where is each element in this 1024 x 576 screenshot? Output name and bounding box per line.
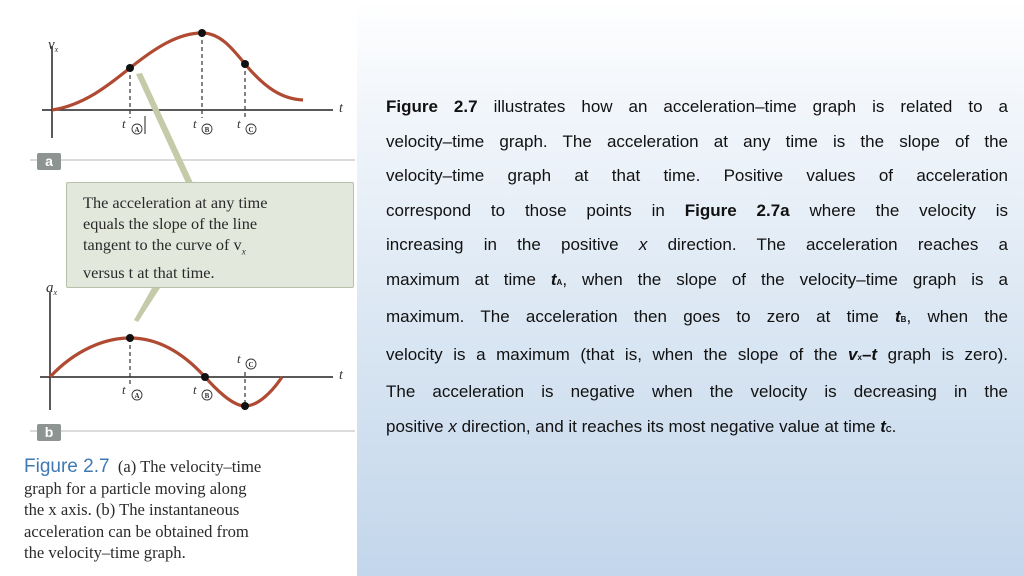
acceleration-time-graph	[40, 280, 344, 410]
panel-badge-b: b	[37, 424, 61, 441]
velocity-time-graph	[42, 29, 344, 138]
callout-line-2: equals the slope of the line	[83, 214, 258, 233]
velocity-point-c	[241, 60, 249, 68]
callout-line-3: tangent to the curve of $v_x$	[83, 235, 246, 257]
graph-b-tick-label-b: t	[193, 382, 197, 397]
graph-b-marker-a: A	[134, 392, 140, 400]
graph-a-tick-label-a: t	[122, 116, 126, 131]
velocity-curve	[52, 33, 303, 110]
figure-caption	[24, 456, 354, 564]
graph-a-marker-a: A	[134, 126, 140, 134]
graph-b-tick-label-a: t	[122, 382, 126, 397]
graph-b-tick-label-c: t	[237, 351, 241, 366]
callout-line-1: The acceleration at any time	[83, 193, 268, 212]
callout-pointer-lower	[134, 288, 160, 322]
text-line-8: velocity is a maximum (that is, when the slope of the vx–t graph is zero).	[386, 344, 1008, 364]
caption-line-4: acceleration can be obtained from	[24, 521, 249, 541]
graph-a-marker-b: B	[204, 126, 210, 134]
text-line-4: correspond to those points in Figure 2.7a where the velocity is	[386, 200, 1008, 220]
callout-box	[66, 182, 354, 288]
velocity-point-a	[126, 64, 134, 72]
caption-line-3: the x axis. (b) The instantaneous	[24, 500, 240, 520]
velocity-point-b	[198, 29, 206, 37]
graph-a-tick-label-b: t	[193, 116, 197, 131]
caption-line-2: graph for a particle moving along	[24, 478, 247, 498]
text-line-10: positive x direction, and it reaches its most negative value at time tC.	[386, 416, 897, 436]
figure-panel	[0, 0, 357, 576]
caption-figure-label: Figure 2.7	[24, 456, 110, 477]
text-line-5: increasing in the positive x direction. The acceleration reaches a	[386, 235, 1008, 254]
caption-line-5: the velocity–time graph.	[24, 543, 186, 563]
body-text	[386, 90, 1008, 447]
graph-a-tick-label-c: t	[237, 116, 241, 131]
acceleration-point-b	[201, 373, 209, 381]
acceleration-point-a	[126, 334, 134, 342]
text-line-1: Figure 2.7 illustrates how an acceleration–time graph is related to a	[386, 97, 1008, 116]
graph-b-x-label: t	[339, 368, 343, 383]
callout-line-4: versus t at that time.	[83, 263, 215, 283]
graph-a-marker-c: C	[248, 126, 254, 134]
graph-b-y-label: $a_x$	[46, 280, 58, 297]
graph-b-marker-c: C	[248, 361, 254, 369]
acceleration-point-c	[241, 402, 249, 410]
graph-b-tick-labels	[122, 351, 256, 400]
text-line-7: maximum. The acceleration then goes to zero at time tB, when the	[386, 307, 1008, 326]
text-line-3: velocity–time graph at that time. Positive values of acceleration	[386, 166, 1008, 185]
text-line-9: The acceleration is negative when the velocity is decreasing in the	[386, 382, 1008, 401]
acceleration-curve	[50, 338, 282, 406]
text-line-6: maximum at time tA, when the slope of the velocity–time graph is a	[386, 269, 1008, 289]
graph-a-x-label: t	[339, 101, 343, 116]
caption-line-1: Figure 2.7 (a) The velocity–time	[24, 456, 262, 477]
graph-b-marker-b: B	[204, 392, 210, 400]
panel-badge-a: a	[37, 153, 61, 170]
graph-a-tick-labels	[122, 116, 256, 134]
graph-a-y-label: $v_x$	[48, 37, 59, 54]
text-line-2: velocity–time graph. The acceleration at any time is the slope of the	[386, 131, 1008, 151]
